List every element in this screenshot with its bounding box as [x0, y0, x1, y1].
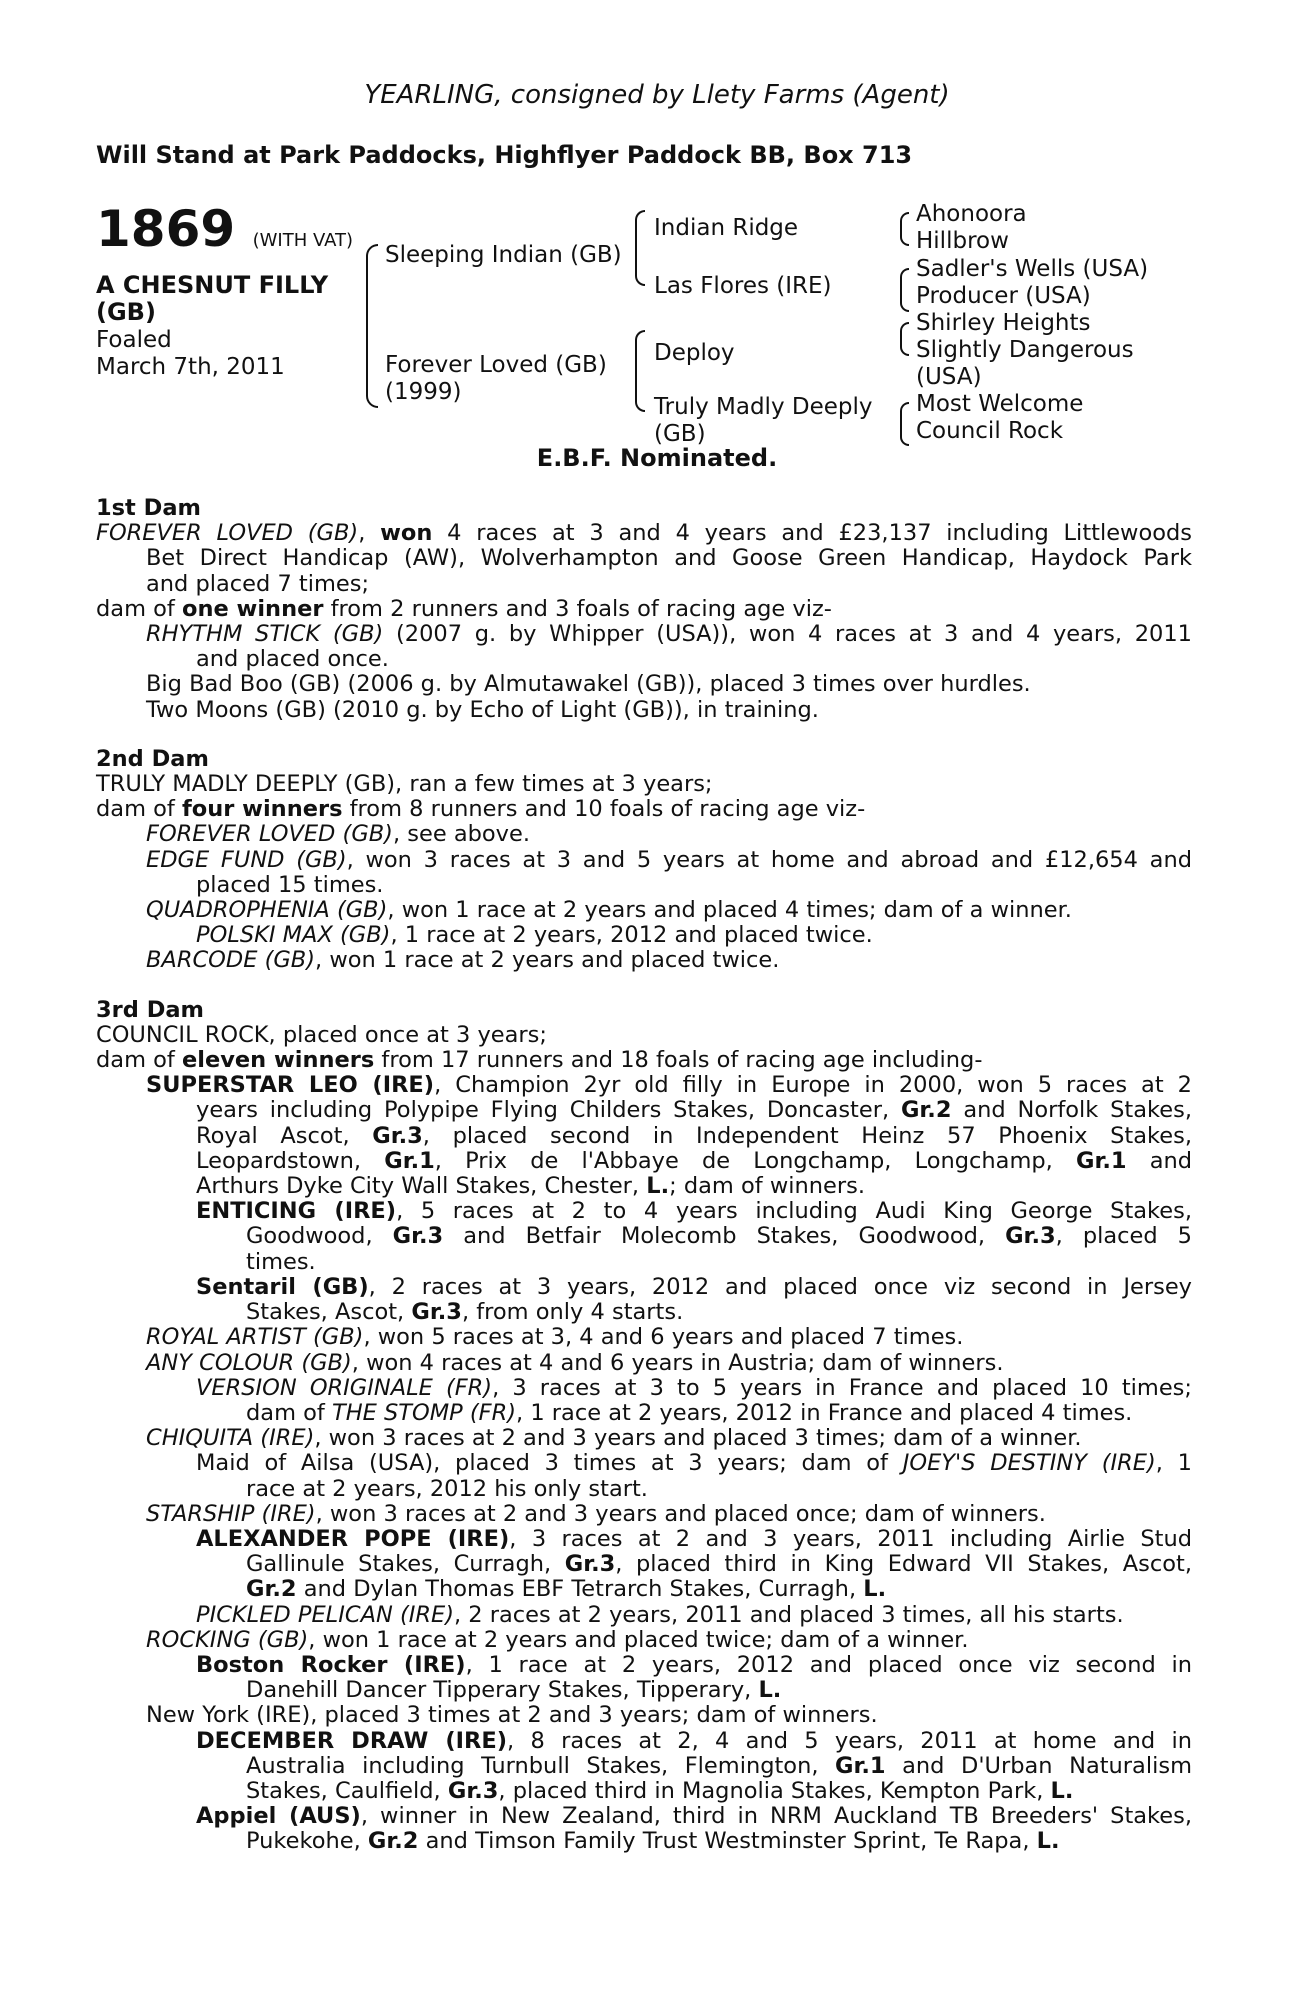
consignment-heading: YEARLING, consigned by Llety Farms (Agent)	[364, 80, 950, 110]
pedigree-dam: Forever Loved (GB)	[385, 352, 607, 378]
pedigree-ggp: Shirley Heights	[916, 310, 1091, 336]
lot-number-block	[96, 200, 354, 258]
pedigree-brace-ggp1	[900, 212, 909, 246]
bold-text: DECEMBER DRAW (IRE)	[196, 1727, 507, 1754]
text-segment: and Timson Family Trust Westminster Sprint, Te Rapa,	[418, 1828, 1037, 1855]
text-segment: (2007 g. by Whipper (USA)), won 4 races at 3 and 4 years, 2011	[383, 621, 1192, 648]
text-line	[96, 1376, 1192, 1401]
italic-text: THE STOMP (FR)	[331, 1399, 517, 1426]
text-segment: race at 2 years, 2012 his only start.	[246, 1475, 648, 1502]
text-segment: and Betfair Molecomb Stakes, Goodwood,	[443, 1223, 1006, 1250]
text-segment: Gallinule Stakes, Curragh,	[246, 1551, 565, 1578]
vat-note: (WITH VAT)	[252, 230, 354, 251]
bold-text: L.	[863, 1576, 887, 1603]
bold-text: Gr.2	[900, 1097, 952, 1124]
text-line	[96, 1502, 1192, 1527]
text-line	[96, 1124, 1192, 1149]
text-segment: , 5 races at 2 to 4 years including Audi King George Stakes,	[396, 1198, 1192, 1225]
italic-text: RHYTHM STICK (GB)	[146, 621, 384, 648]
text-segment: years including Polypipe Flying Childers Stakes, Doncaster,	[196, 1097, 901, 1124]
pedigree-brace-ggp2	[900, 268, 909, 312]
section-heading: 1st Dam	[96, 495, 201, 521]
bold-text: Gr.3	[392, 1223, 444, 1250]
foaled-label: Foaled	[96, 327, 172, 353]
foaled-date: March 7th, 2011	[96, 354, 285, 380]
text-line	[96, 1653, 1192, 1678]
italic-text: ROCKING (GB)	[146, 1626, 309, 1653]
text-segment: , 2 races at 3 years, 2012 and placed once viz second in Jersey	[368, 1273, 1192, 1300]
italic-text: ANY COLOUR (GB)	[146, 1349, 352, 1376]
text-segment: TRULY MADLY DEEPLY (GB), ran a few times at 3 years;	[96, 771, 713, 798]
text-segment: , won 1 race at 2 years and placed twice.	[315, 947, 780, 974]
text-line	[96, 1477, 1192, 1502]
text-segment: , won 1 race at 2 years and placed 4 times; dam of a winner.	[387, 897, 1072, 924]
text-line	[96, 1174, 1192, 1199]
horse-description: A CHESNUT FILLY	[96, 271, 329, 299]
italic-text: EDGE FUND (GB)	[146, 846, 347, 873]
text-segment: , 1 race at 2 years, 2012 and placed twice.	[390, 922, 873, 949]
bold-text: L.	[1036, 1828, 1060, 1855]
text-line	[96, 1603, 1192, 1628]
text-segment: Big Bad Boo (GB) (2006 g. by Almutawakel (GB)), placed 3 times over hurdles.	[146, 671, 1031, 698]
text-line	[96, 923, 1192, 948]
text-line	[96, 1426, 1192, 1451]
stand-location: Will Stand at Park Paddocks, Highflyer Paddock BB, Box 713	[96, 141, 913, 169]
text-line	[96, 772, 1192, 797]
text-segment: Royal Ascot,	[196, 1122, 373, 1149]
text-line	[96, 822, 1192, 847]
text-line	[96, 698, 1192, 723]
text-segment: New York (IRE), placed 3 times at 2 and 3 years; dam of winners.	[146, 1702, 878, 1729]
italic-text: FOREVER LOVED (GB)	[96, 520, 359, 547]
bold-text: Appiel (AUS)	[196, 1803, 361, 1830]
text-line	[96, 1300, 1192, 1325]
pedigree-ggp: Hillbrow	[916, 228, 1009, 254]
text-segment: and placed 7 times;	[146, 570, 370, 597]
italic-text: ROYAL ARTIST (GB)	[146, 1324, 364, 1351]
bold-text: ENTICING (IRE)	[196, 1198, 397, 1225]
lot-number: 1869	[96, 200, 236, 258]
pedigree-brace-ggp3	[900, 322, 909, 356]
text-segment: , see above.	[392, 821, 530, 848]
text-line	[96, 1451, 1192, 1476]
text-segment: from 2 runners and 3 foals of racing age viz-	[323, 595, 832, 622]
bold-text: Gr.3	[564, 1551, 616, 1578]
pedigree-brace-sire	[635, 210, 645, 286]
text-segment: , won 1 race at 2 years and placed twice; dam of a winner.	[308, 1626, 969, 1653]
text-line	[96, 647, 1192, 672]
text-segment: and	[1126, 1147, 1193, 1174]
bold-text: Gr.3	[1005, 1223, 1056, 1250]
pedigree-dam-dam-origin: (GB)	[654, 421, 706, 447]
pedigree-ggp: Ahonoora	[916, 201, 1027, 227]
text-line	[96, 1577, 1192, 1602]
bold-text: Gr.3	[447, 1777, 499, 1804]
pedigree-ggp: Council Rock	[916, 418, 1064, 444]
text-segment: Danehill Dancer Tipperary Stakes, Tipperary,	[246, 1677, 759, 1704]
text-line	[96, 1224, 1192, 1249]
text-line	[96, 797, 1192, 822]
bold-text: Gr.1	[835, 1752, 886, 1779]
text-line	[96, 1250, 1192, 1275]
pedigree-ggp: (USA)	[916, 364, 982, 390]
horse-origin: (GB)	[96, 298, 156, 326]
text-line	[96, 1149, 1192, 1174]
pedigree-brace-ggp4	[900, 402, 909, 446]
text-line	[96, 1073, 1192, 1098]
text-segment: from 17 runners and 18 foals of racing age including-	[374, 1047, 983, 1074]
bold-text: one winner	[181, 595, 324, 622]
italic-text: FOREVER LOVED (GB)	[146, 821, 393, 848]
bold-text: Gr.3	[411, 1299, 462, 1326]
ebf-nomination: E.B.F. Nominated.	[536, 444, 778, 472]
bold-text: Gr.1	[384, 1147, 435, 1174]
text-line	[96, 597, 1192, 622]
text-segment: , placed third in King Edward VII Stakes, Ascot,	[615, 1551, 1192, 1578]
text-segment: , 8 races at 2, 4 and 5 years, 2011 at home and in	[507, 1727, 1193, 1754]
dam-sections	[96, 496, 1192, 1855]
section-gap	[96, 723, 1192, 747]
text-segment: Arthurs Dyke City Wall Stakes, Chester,	[196, 1173, 647, 1200]
bold-text: Boston Rocker (IRE)	[196, 1651, 466, 1678]
bold-text: ALEXANDER POPE (IRE)	[196, 1525, 510, 1552]
text-line	[96, 898, 1192, 923]
text-line	[96, 1325, 1192, 1350]
text-line	[96, 848, 1192, 873]
text-segment: , from only 4 starts.	[461, 1299, 684, 1326]
italic-text: BARCODE (GB)	[146, 947, 316, 974]
section-gap	[96, 974, 1192, 998]
italic-text: PICKLED PELICAN (IRE)	[196, 1601, 454, 1628]
text-line	[96, 1829, 1192, 1854]
text-segment: , 3 races at 2 and 3 years, 2011 including Airlie Stud	[509, 1525, 1192, 1552]
bold-text: Gr.2	[367, 1828, 419, 1855]
text-line	[96, 1552, 1192, 1577]
text-line	[96, 873, 1192, 898]
bold-text: four winners	[181, 796, 343, 823]
italic-text: QUADROPHENIA (GB)	[146, 897, 388, 924]
pedigree-dam-year: (1999)	[385, 379, 462, 405]
text-line	[96, 1754, 1192, 1779]
text-line	[96, 1275, 1192, 1300]
pedigree-brace-dam	[635, 330, 645, 412]
text-line	[96, 1527, 1192, 1552]
text-segment: Pukekohe,	[246, 1828, 368, 1855]
text-segment: and D'Urban Naturalism	[885, 1752, 1192, 1779]
text-segment: Stakes, Caulfield,	[246, 1777, 448, 1804]
pedigree-sire-dam: Las Flores (IRE)	[654, 273, 832, 299]
text-segment: , won 3 races at 2 and 3 years and placed 3 times; dam of a winner.	[314, 1425, 1082, 1452]
text-line	[96, 1098, 1192, 1123]
text-segment: , placed second in Independent Heinz 57 Phoenix Stakes,	[422, 1122, 1192, 1149]
text-line	[96, 1023, 1192, 1048]
text-segment: , Champion 2yr old filly in Europe in 2000, won 5 races at 2	[434, 1072, 1192, 1099]
text-segment: dam of	[96, 796, 182, 823]
pedigree-ggp: Slightly Dangerous	[916, 337, 1134, 363]
bold-text: L.	[758, 1677, 782, 1704]
text-segment: and Dylan Thomas EBF Tetrarch Stakes, Curragh,	[296, 1576, 864, 1603]
text-segment: , placed third in Magnolia Stakes, Kempton Park,	[498, 1777, 1051, 1804]
bold-text: L.	[1050, 1777, 1074, 1804]
text-segment: from 8 runners and 10 foals of racing age viz-	[342, 796, 866, 823]
text-segment: , winner in New Zealand, third in NRM Auckland TB Breeders' Stakes,	[360, 1803, 1192, 1830]
pedigree-brace-main	[366, 244, 378, 408]
text-segment: dam of	[96, 1047, 182, 1074]
text-line	[96, 1729, 1192, 1754]
text-segment: dam of	[96, 595, 182, 622]
pedigree-ggp: Sadler's Wells (USA)	[916, 256, 1149, 282]
text-line	[96, 546, 1192, 571]
bold-text: eleven winners	[181, 1047, 375, 1074]
text-segment: Leopardstown,	[196, 1147, 385, 1174]
bold-text: Sentaril (GB)	[196, 1273, 369, 1300]
text-segment: , won 5 races at 3, 4 and 6 years and placed 7 times.	[363, 1324, 964, 1351]
pedigree-sire: Sleeping Indian (GB)	[385, 242, 622, 268]
text-line	[96, 1804, 1192, 1829]
text-segment: Goodwood,	[246, 1223, 393, 1250]
text-line	[96, 1628, 1192, 1653]
bold-text: won	[380, 520, 433, 547]
text-segment: placed 15 times.	[196, 871, 384, 898]
pedigree-ggp: Most Welcome	[916, 391, 1084, 417]
text-line	[96, 572, 1192, 597]
italic-text: JOEY'S DESTINY (IRE)	[902, 1450, 1156, 1477]
bold-text: Gr.3	[372, 1122, 423, 1149]
text-line	[96, 622, 1192, 647]
text-line	[96, 1779, 1192, 1804]
text-segment: Australia including Turnbull Stakes, Flemington,	[246, 1752, 836, 1779]
bold-text: Gr.1	[1075, 1147, 1127, 1174]
text-segment: and placed once.	[196, 646, 389, 673]
text-segment: , won 4 races at 4 and 6 years in Austria; dam of winners.	[351, 1349, 1004, 1376]
section-heading: 3rd Dam	[96, 996, 204, 1023]
text-line	[96, 1199, 1192, 1224]
pedigree-dam-dam: Truly Madly Deeply	[654, 394, 873, 420]
bold-text: Gr.2	[246, 1576, 297, 1603]
bold-text: SUPERSTAR LEO (IRE)	[146, 1072, 435, 1099]
text-segment: Stakes, Ascot,	[246, 1299, 412, 1326]
text-segment: times.	[246, 1248, 316, 1275]
text-line	[96, 1048, 1192, 1073]
italic-text: STARSHIP (IRE)	[146, 1500, 316, 1527]
text-segment: ,	[358, 520, 381, 547]
text-line	[96, 1401, 1192, 1426]
bold-text: L.	[646, 1173, 670, 1200]
italic-text: POLSKI MAX (GB)	[196, 922, 391, 949]
pedigree-ggp: Producer (USA)	[916, 283, 1091, 309]
text-line	[96, 1351, 1192, 1376]
text-line	[96, 521, 1192, 546]
text-segment: , won 3 races at 2 and 3 years and placed once; dam of winners.	[315, 1500, 1046, 1527]
pedigree-dam-sire: Deploy	[654, 340, 735, 366]
text-segment: COUNCIL ROCK, placed once at 3 years;	[96, 1021, 547, 1048]
text-segment: 4 races at 3 and 4 years and £23,137 including Littlewoods	[432, 520, 1192, 547]
text-line	[96, 672, 1192, 697]
text-segment: and Norfolk Stakes,	[951, 1097, 1192, 1124]
text-segment: , 1 race at 2 years, 2012 in France and placed 4 times.	[516, 1399, 1133, 1426]
italic-text: VERSION ORIGINALE (FR)	[196, 1374, 493, 1401]
text-segment: , placed 5	[1055, 1223, 1192, 1250]
text-segment: dam of	[246, 1399, 332, 1426]
text-segment: , won 3 races at 3 and 5 years at home and abroad and £12,654 and	[346, 846, 1192, 873]
text-line	[96, 1678, 1192, 1703]
section-heading: 2nd Dam	[96, 745, 209, 772]
text-segment: Bet Direct Handicap (AW), Wolverhampton and Goose Green Handicap, Haydock Park	[146, 545, 1192, 572]
text-segment: , 1 race at 2 years, 2012 and placed once viz second in	[465, 1651, 1192, 1678]
text-segment: Maid of Ailsa (USA), placed 3 times at 3 years; dam of	[196, 1450, 903, 1477]
text-line	[96, 948, 1192, 973]
text-segment: Two Moons (GB) (2010 g. by Echo of Light (GB)), in training.	[146, 696, 819, 723]
text-segment: , 3 races at 3 to 5 years in France and placed 10 times;	[492, 1374, 1192, 1401]
text-segment: ; dam of winners.	[669, 1173, 865, 1200]
italic-text: CHIQUITA (IRE)	[146, 1425, 315, 1452]
text-line	[96, 1703, 1192, 1728]
text-segment: , 1	[1155, 1450, 1192, 1477]
pedigree-sire-sire: Indian Ridge	[654, 215, 799, 241]
text-segment: , 2 races at 2 years, 2011 and placed 3 times, all his starts.	[453, 1601, 1124, 1628]
text-segment: , Prix de l'Abbaye de Longchamp, Longchamp,	[434, 1147, 1076, 1174]
